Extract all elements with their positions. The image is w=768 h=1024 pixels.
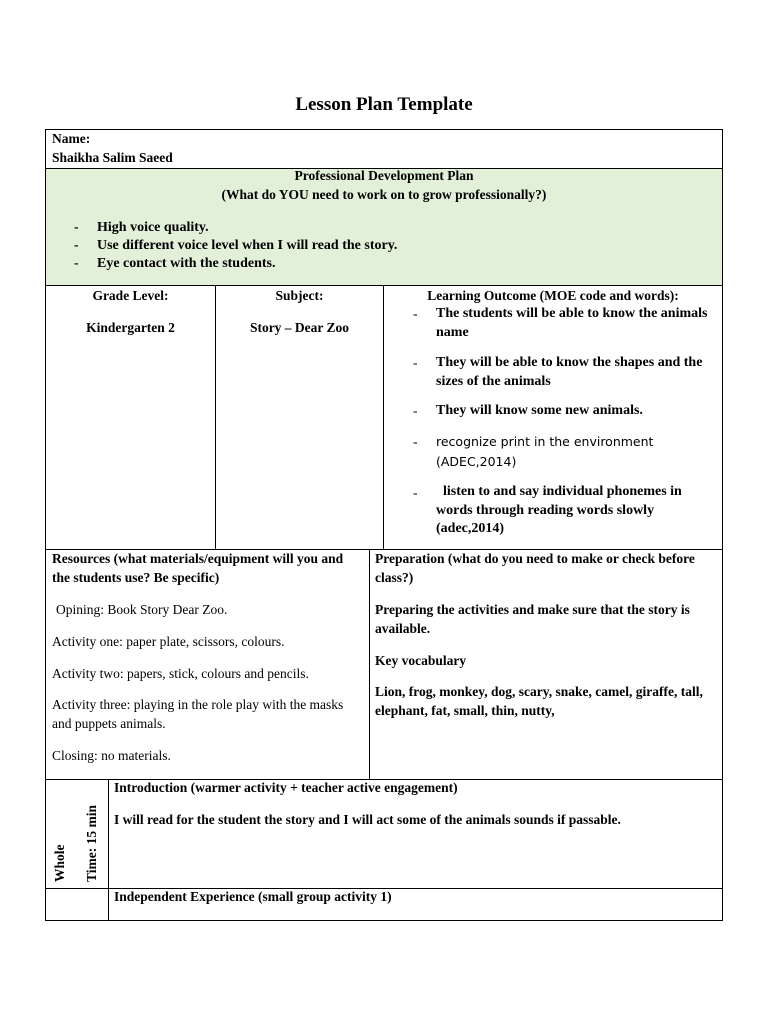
lo-bullet: - xyxy=(413,485,418,500)
independent-side-cell xyxy=(45,888,109,921)
page-title: Lesson Plan Template xyxy=(295,94,473,115)
grade-label: Grade Level: xyxy=(92,288,169,303)
lo-bullet: - xyxy=(413,355,418,370)
lo-item: They will be able to know the shapes and the sizes of the animals xyxy=(436,355,703,389)
independent-heading: Independent Experience (small group activity 1) xyxy=(114,889,392,904)
pd-plan-subheading: (What do YOU need to work on to grow professionally?) xyxy=(221,187,547,202)
resources-item: Activity three: playing in the role play with the masks and puppets animals. xyxy=(52,697,344,731)
subject-value: Story – Dear Zoo xyxy=(249,320,350,335)
intro-side-label-time: Time: 15 min xyxy=(84,805,99,882)
resources-item: Opining: Book Story Dear Zoo. xyxy=(56,602,228,617)
pd-plan-heading: Professional Development Plan xyxy=(294,168,474,183)
subject-label: Subject: xyxy=(275,288,324,303)
pd-bullet: - xyxy=(74,237,79,252)
preparation-label: Preparation (what do you need to make or check before class?) xyxy=(375,551,695,585)
resources-label: Resources (what materials/equipment will you and the students use? Be specific) xyxy=(52,551,344,585)
resources-item: Activity two: papers, stick, colours and pencils. xyxy=(52,666,309,681)
pd-item: Eye contact with the students. xyxy=(97,256,276,271)
intro-side-label-whole: Whole xyxy=(52,844,67,882)
lo-item: The students will be able to know the animals name xyxy=(436,306,708,340)
lo-bullet: - xyxy=(413,306,418,321)
pd-bullet: - xyxy=(74,255,79,270)
grade-value: Kindergarten 2 xyxy=(86,320,175,335)
pd-bullet: - xyxy=(74,219,79,234)
key-vocabulary-label: Key vocabulary xyxy=(375,653,467,668)
key-vocabulary: Lion, frog, monkey, dog, scary, snake, camel, giraffe, tall, elephant, fat, small, thin, nutty, xyxy=(375,684,703,718)
lo-bullet: - xyxy=(413,403,418,418)
pd-item: High voice quality. xyxy=(97,220,209,235)
name-label: Name: xyxy=(52,131,91,146)
resources-item: Activity one: paper plate, scissors, colours. xyxy=(52,634,285,649)
intro-text: I will read for the student the story and I will act some of the animals sounds if passable. xyxy=(114,812,621,827)
resources-item: Closing: no materials. xyxy=(52,748,171,763)
lo-bullet: - xyxy=(413,434,418,449)
learning-outcome-label: Learning Outcome (MOE code and words): xyxy=(427,288,679,303)
name-value: Shaikha Salim Saeed xyxy=(52,150,173,165)
intro-heading: Introduction (warmer activity + teacher active engagement) xyxy=(114,780,458,795)
preparation-text: Preparing the activities and make sure that the story is available. xyxy=(375,602,690,636)
lo-item: They will know some new animals. xyxy=(436,403,643,418)
lo-item: listen to and say individual phonemes in words through reading words slowly (adec,2014) xyxy=(436,484,682,536)
pd-item: Use different voice level when I will read the story. xyxy=(97,238,398,253)
lo-item: recognize print in the environment (ADEC,2014) xyxy=(436,434,654,469)
